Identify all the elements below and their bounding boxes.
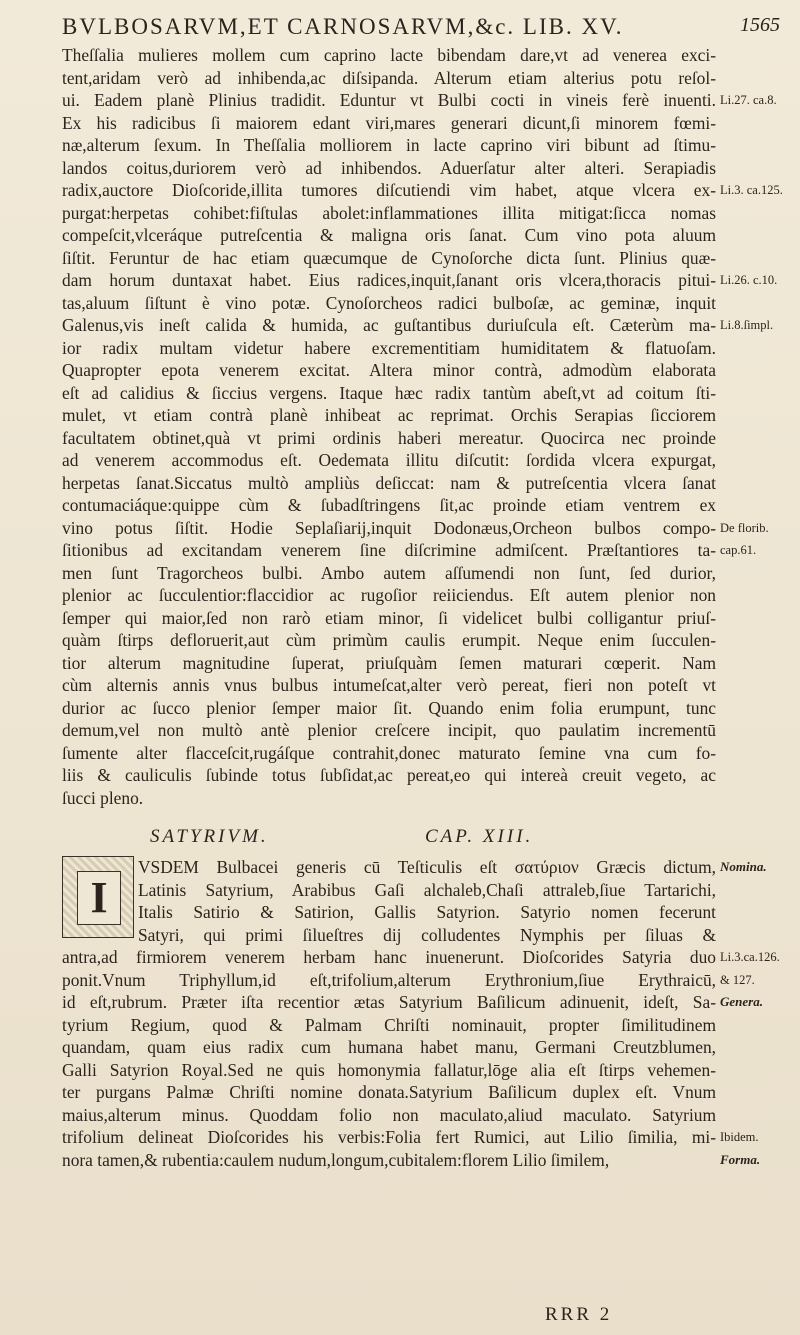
- text-line: tior alterum magnitudine ſuperat, priuſquàm ſemen maturari cœperit. Nam: [62, 652, 716, 673]
- margin-note: Li.3. ca.125.: [720, 183, 783, 197]
- text-line: compeſcit,vlceráque putreſcentia & maligna oris ſanat. Cum vino pota aluum: [62, 225, 716, 245]
- signature-mark: RRR 2: [545, 1304, 613, 1325]
- text-line: Galli Satyrion Royal.Sed ne quis homonymia fallatur,lōge alia eſt ſtirps vehemen-: [62, 1059, 716, 1080]
- margin-note: Genera.: [720, 994, 763, 1009]
- margin-note: Ibidem.: [720, 1130, 759, 1144]
- text-line: Theſſalia mulieres mollem cum caprino lacte bibendam dare,vt ad venerea exci-: [62, 45, 716, 65]
- text-line: tent,aridam verò ad inhibenda,ac diſsipanda. Alterum etiam alterius potu reſol-: [62, 67, 716, 88]
- text-line: herpetas ſanat.Siccatus multò ampliùs deſiccat: nam & putreſcentia vlcera ſanat: [62, 472, 716, 493]
- margin-note: Nomina.: [720, 859, 767, 874]
- text-line: dam horum duntaxat habet. Eius radices,inquit,ſanant oris vlcera,thoracis pitui-: [62, 270, 716, 290]
- text-line: ui. Eadem planè Plinius tradidit. Eduntur vt Bulbi cocti in vineis ferè inuenti.: [62, 90, 716, 110]
- margin-note: Li.26. c.10.: [720, 273, 778, 287]
- text-line: demum,vel non multò antè plenior creſcere incipit, quo paulatim incrementū: [62, 720, 716, 740]
- text-line: vino potus ſiſtit. Hodie Seplaſiarij,inquit Dodonæus,Orcheon bulbos compo-: [62, 517, 716, 538]
- initial-letter: I: [77, 871, 121, 925]
- margin-note: Li.27. ca.8.: [720, 93, 777, 107]
- running-header: [62, 14, 780, 44]
- text-line: facultatem obtinet,quà vt primi ordinis haberi mereatur. Quocirca nec proinde: [62, 427, 716, 448]
- text-line: Satyri, qui primi ſilueſtres dij colludentes Nymphis per ſiluas &: [138, 924, 716, 945]
- text-line: plenior ac ſucculentior:flaccidior ac rugoſior reiiciendus. Eſt autem plenior non: [62, 585, 716, 605]
- margin-note: Forma.: [720, 1151, 761, 1167]
- text-line: VSDEM Bulbacei generis cū Teſticulis eſt σατύριον Græcis dictum,: [138, 857, 716, 877]
- text-line: landos coitus,duriorem verò ad inhibendos. Aduerſatur alter alteri. Serapiadis: [62, 157, 716, 178]
- text-line: næ,alterum ſexum. In Theſſalia molliorem in lacte caprino viri bibunt ad ſtimu-: [62, 135, 716, 155]
- margin-note: Li.3.ca.126.: [720, 950, 780, 964]
- margin-note: & 127.: [720, 972, 755, 987]
- chapter-text-block: [62, 856, 716, 1171]
- text-line: Galenus,vis ineſt calida & humida, ac guſtantibus duriuſcula eſt. Cæterùm ma-: [62, 315, 716, 335]
- text-line: ſumente alter flacceſcit,rugáſque contrahit,donec maturato ſemine vna cum fo-: [62, 742, 716, 763]
- text-line: ter purgans Palmæ Chriſti nomine donata.Satyrium Baſilicum duplex eſt. Vnum: [62, 1082, 716, 1102]
- main-text-block: [62, 44, 716, 809]
- text-line: ſiſtit. Feruntur de hac etiam quæcumque de Cynoſorche dicta ſunt. Plinius quæ-: [62, 247, 716, 268]
- text-line: ſemper qui maior,ſed non rarò etiam minor, ſi videlicet bulbi colligantur priuſ-: [62, 607, 716, 628]
- text-line: Ex his radicibus ſi maiorem edant viri,mares generari dicunt,ſi minorem fœmi-: [62, 112, 716, 133]
- running-title: BVLBOSARVM,ET CARNOSARVM,&c. LIB. XV.: [62, 14, 624, 39]
- text-line: Quapropter epota venerem excitat. Altera minor contrà, admodùm elaborata: [62, 360, 716, 380]
- margin-note: Li.8.ſimpl.: [720, 318, 774, 332]
- margin-note: cap.61.: [720, 543, 757, 557]
- text-line: ad venerem accommodus eſt. Oedemata illitu diſcutit: ſordida vlcera expurgat,: [62, 450, 716, 470]
- text-line: contumaciáque:quippe cùm & ſubadſtringens ſit,ac proinde etiam ventrem ex: [62, 495, 716, 515]
- text-line: ſitionibus ad excitandam venerem ſine diſcrimine admiſcent. Præſtantiores ta-: [62, 540, 716, 560]
- text-line: quandam, quam eius radix cum humana habet manu, Germani Creutzblumen,: [62, 1037, 716, 1057]
- text-line: men ſunt Tragorcheos bulbi. Ambo autem aſſumendi non ſunt, ſed durior,: [62, 562, 716, 583]
- text-line: nora tamen,& rubentia:caulem nudum,longum,cubitalem:florem Lilio ſimilem,: [62, 1149, 610, 1170]
- text-line: quàm ſtirps defloruerit,aut cùm primùm caulis erumpit. Neque enim ſucculen-: [62, 630, 716, 650]
- text-line: id eſt,rubrum. Præter iſta recentior ætas Satyrium Baſilicum adinuenit, ideſt, Sa-: [62, 992, 716, 1012]
- text-line: eſt ad calidius & ſiccius vergens. Itaque hæc radix tantùm abeſt,vt ad coitum ſti-: [62, 382, 716, 403]
- text-line: purgat:herpetas cohibet:fiſtulas abolet:inflammationes illita mitigat:ſicca nomas: [62, 202, 716, 223]
- text-line: trifolium delineat Dioſcorides his verbis:Folia fert Rumici, aut Lilio ſimilia, mi-: [62, 1127, 716, 1147]
- text-line: Latinis Satyrium, Arabibus Gaſi alchaleb,Chaſi attraleb,ſiue Tartarichi,: [138, 879, 716, 900]
- text-line: tas,aluum ſiſtunt è vino potæ. Cynoſorcheos radici bulboſæ, ac geminæ, inquit: [62, 292, 716, 313]
- text-line: ponit.Vnum Triphyllum,id eſt,trifolium,alterum Erythronium,ſiue Erythraicū,: [62, 969, 716, 990]
- text-line: ior radix multam videtur habere excrementitiam humiditatem & flatuoſam.: [62, 337, 716, 358]
- chapter-title: SATYRIVM.: [150, 826, 269, 847]
- text-line: liis & cauliculis ſubinde totus ſubſidat,ac pereat,eo qui intereà creuit vegeto, ac: [62, 765, 716, 785]
- text-line: Italis Satirio & Satirion, Gallis Satyrion. Satyrio nomen fecerunt: [138, 902, 716, 922]
- text-line: tyrium Regium, quod & Palmam Chriſti nominauit, propter ſimilitudinem: [62, 1014, 716, 1035]
- text-line: cùm alternis annis vnus bulbus intumeſcat,alter verò pereat, fieri non poteſt vt: [62, 675, 716, 695]
- text-line: ſucci pleno.: [62, 787, 144, 808]
- chapter-heading: [150, 826, 710, 852]
- text-line: durior ac ſucco plenior ſemper maior ſit. Quando enim folia erumpunt, tunc: [62, 697, 716, 718]
- chapter-number: CAP. XIII.: [425, 826, 534, 847]
- text-line: mulet, vt etiam contrà planè inhibeat ac reprimat. Orchis Serapias ſicciorem: [62, 405, 716, 425]
- text-line: maius,alterum minus. Quoddam folio non maculato,aliud maculato. Satyrium: [62, 1104, 716, 1125]
- text-line: antra,ad firmiorem venerem herbam hanc inuenerunt. Dioſcorides Satyria duo: [62, 947, 716, 967]
- margin-note: De florib.: [720, 520, 769, 535]
- page-number: 1565: [740, 14, 780, 36]
- text-line: radix,auctore Dioſcoride,illita tumores diſcutiendi vim habet, atque vlcera ex-: [62, 180, 716, 200]
